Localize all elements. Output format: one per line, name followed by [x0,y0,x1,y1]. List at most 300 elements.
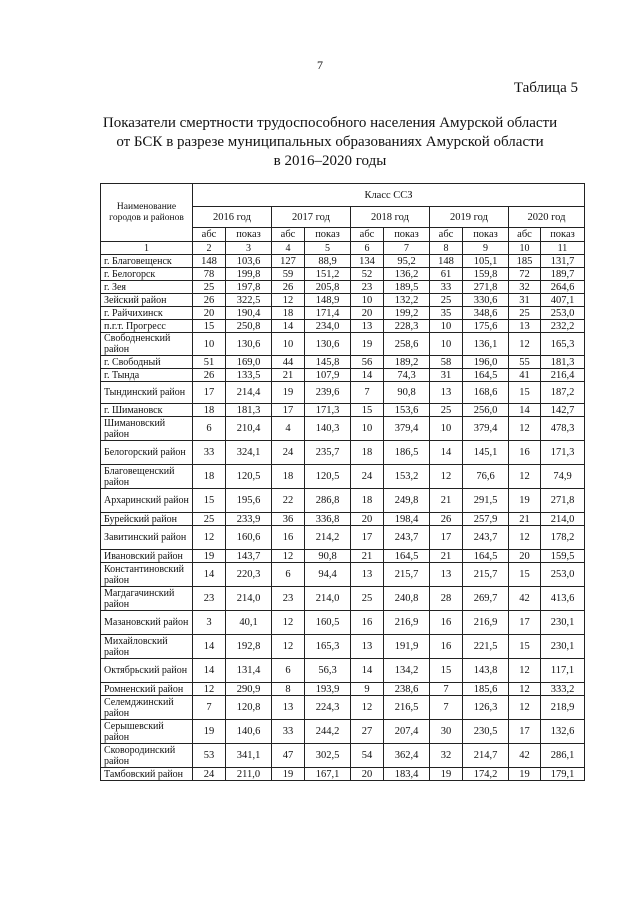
abs-cell: 10 [193,333,226,356]
abs-cell: 19 [272,382,305,404]
pokaz-cell: 198,4 [384,513,430,526]
row-name: Серышевский район [101,720,193,744]
abs-cell: 127 [272,255,305,268]
pokaz-cell: 302,5 [305,744,351,768]
abs-cell: 23 [272,587,305,611]
abs-cell: 12 [430,465,463,489]
pokaz-cell: 189,5 [384,281,430,294]
pokaz-cell: 214,7 [463,744,509,768]
abs-cell: 24 [351,465,384,489]
pokaz-cell: 90,8 [305,550,351,563]
row-name: Зейский район [101,294,193,307]
abs-cell: 32 [430,744,463,768]
name-column-header: Наименование городов и районов [101,184,193,242]
abs-cell: 185 [509,255,541,268]
pokaz-cell: 74,3 [384,369,430,382]
pokaz-cell: 271,8 [463,281,509,294]
abs-cell: 19 [509,489,541,513]
table-row [101,720,585,744]
abs-cell: 14 [351,659,384,683]
pokaz-cell: 191,9 [384,635,430,659]
abs-cell: 24 [193,768,226,781]
document-title [80,114,580,171]
abs-cell: 17 [351,526,384,550]
row-name: Октябрьский район [101,659,193,683]
pokaz-cell: 286,8 [305,489,351,513]
column-number: 6 [351,242,384,255]
pokaz-cell: 187,2 [541,382,585,404]
pokaz-cell: 199,8 [226,268,272,281]
abs-cell: 12 [272,611,305,635]
pokaz-cell: 348,6 [463,307,509,320]
abs-cell: 15 [509,382,541,404]
pokaz-cell: 330,6 [463,294,509,307]
pokaz-cell: 183,4 [384,768,430,781]
abs-cell: 25 [193,513,226,526]
abs-cell: 134 [351,255,384,268]
pokaz-cell: 133,5 [226,369,272,382]
pokaz-cell: 145,8 [305,356,351,369]
abs-cell: 13 [351,320,384,333]
pokaz-cell: 136,1 [463,333,509,356]
table-row [101,513,585,526]
pokaz-cell: 244,2 [305,720,351,744]
pokaz-header: показ [463,228,509,242]
abs-cell: 17 [509,611,541,635]
abs-cell: 58 [430,356,463,369]
abs-cell: 42 [509,587,541,611]
table-row [101,255,585,268]
pokaz-cell: 142,7 [541,404,585,417]
abs-cell: 21 [430,550,463,563]
row-name: г. Благовещенск [101,255,193,268]
pokaz-cell: 132,2 [384,294,430,307]
pokaz-cell: 333,2 [541,683,585,696]
row-name: Тындинский район [101,382,193,404]
pokaz-cell: 235,7 [305,441,351,465]
abs-cell: 31 [430,369,463,382]
abs-cell: 19 [351,333,384,356]
pokaz-header: показ [305,228,351,242]
abs-cell: 26 [272,281,305,294]
pokaz-cell: 324,1 [226,441,272,465]
pokaz-cell: 271,8 [541,489,585,513]
abs-cell: 25 [430,294,463,307]
table-row [101,489,585,513]
abs-cell: 16 [430,635,463,659]
column-number: 10 [509,242,541,255]
pokaz-cell: 131,7 [541,255,585,268]
group-header: Класс ССЗ [193,184,585,207]
table-row [101,683,585,696]
row-name: Свободненский район [101,333,193,356]
abs-cell: 31 [509,294,541,307]
pokaz-cell: 243,7 [384,526,430,550]
table-row [101,659,585,683]
abs-cell: 33 [272,720,305,744]
row-name: Селемджинский район [101,696,193,720]
abs-cell: 14 [509,404,541,417]
abs-cell: 17 [430,526,463,550]
table-row [101,333,585,356]
abs-cell: 12 [351,696,384,720]
abs-cell: 14 [193,659,226,683]
abs-cell: 59 [272,268,305,281]
abs-cell: 7 [351,382,384,404]
page-number: 7 [317,58,323,72]
abs-cell: 12 [272,635,305,659]
pokaz-cell: 478,3 [541,417,585,441]
pokaz-cell: 134,2 [384,659,430,683]
row-name: Магдагачинский район [101,587,193,611]
abs-cell: 33 [430,281,463,294]
abs-cell: 56 [351,356,384,369]
pokaz-cell: 171,3 [541,441,585,465]
row-name: Белогорский район [101,441,193,465]
abs-cell: 55 [509,356,541,369]
row-name: г. Райчихинск [101,307,193,320]
abs-cell: 26 [193,294,226,307]
pokaz-cell: 105,1 [463,255,509,268]
row-name: Бурейский район [101,513,193,526]
pokaz-cell: 290,9 [226,683,272,696]
pokaz-cell: 379,4 [384,417,430,441]
abs-cell: 25 [351,587,384,611]
abs-cell: 12 [193,683,226,696]
abs-cell: 16 [509,441,541,465]
pokaz-cell: 140,3 [305,417,351,441]
pokaz-cell: 216,9 [384,611,430,635]
pokaz-header: показ [226,228,272,242]
pokaz-cell: 228,3 [384,320,430,333]
row-name: Михайловский район [101,635,193,659]
pokaz-cell: 216,5 [384,696,430,720]
abs-cell: 17 [509,720,541,744]
pokaz-cell: 160,6 [226,526,272,550]
pokaz-cell: 120,5 [305,465,351,489]
abs-cell: 44 [272,356,305,369]
pokaz-cell: 107,9 [305,369,351,382]
table-row [101,268,585,281]
pokaz-cell: 120,8 [226,696,272,720]
pokaz-cell: 232,2 [541,320,585,333]
pokaz-cell: 74,9 [541,465,585,489]
row-name: Архаринский район [101,489,193,513]
title-line-3: в 2016–2020 годы [273,153,387,169]
abs-cell: 12 [509,659,541,683]
abs-cell: 13 [430,563,463,587]
pokaz-cell: 211,0 [226,768,272,781]
pokaz-cell: 239,6 [305,382,351,404]
abs-cell: 7 [430,683,463,696]
abs-cell: 21 [272,369,305,382]
pokaz-cell: 214,0 [226,587,272,611]
abs-cell: 18 [193,465,226,489]
abs-cell: 20 [193,307,226,320]
pokaz-cell: 199,2 [384,307,430,320]
column-number: 5 [305,242,351,255]
abs-cell: 14 [351,369,384,382]
pokaz-cell: 195,6 [226,489,272,513]
abs-cell: 21 [351,550,384,563]
pokaz-cell: 186,5 [384,441,430,465]
pokaz-cell: 230,1 [541,635,585,659]
pokaz-cell: 215,7 [463,563,509,587]
abs-cell: 33 [193,441,226,465]
pokaz-cell: 164,5 [463,369,509,382]
abs-cell: 10 [430,320,463,333]
pokaz-cell: 230,5 [463,720,509,744]
abs-header: абс [509,228,541,242]
row-name: Ивановский район [101,550,193,563]
abs-cell: 20 [351,513,384,526]
year-header: 2019 год [430,207,509,228]
abs-cell: 51 [193,356,226,369]
abs-cell: 7 [430,696,463,720]
year-header: 2017 год [272,207,351,228]
pokaz-cell: 140,6 [226,720,272,744]
abs-header: абс [430,228,463,242]
abs-cell: 17 [193,382,226,404]
pokaz-cell: 94,4 [305,563,351,587]
row-name: г. Зея [101,281,193,294]
table-row [101,563,585,587]
mortality-table [100,183,585,781]
abs-cell: 72 [509,268,541,281]
abs-cell: 12 [193,526,226,550]
abs-cell: 19 [193,550,226,563]
pokaz-cell: 413,6 [541,587,585,611]
abs-cell: 61 [430,268,463,281]
abs-cell: 10 [430,417,463,441]
abs-cell: 35 [430,307,463,320]
pokaz-cell: 243,7 [463,526,509,550]
pokaz-cell: 221,5 [463,635,509,659]
abs-cell: 148 [430,255,463,268]
pokaz-cell: 117,1 [541,659,585,683]
abs-header: абс [351,228,384,242]
pokaz-cell: 171,3 [305,404,351,417]
abs-cell: 3 [193,611,226,635]
pokaz-cell: 230,1 [541,611,585,635]
abs-cell: 10 [351,417,384,441]
pokaz-cell: 103,6 [226,255,272,268]
row-name: г. Тында [101,369,193,382]
abs-cell: 27 [351,720,384,744]
row-name: г. Белогорск [101,268,193,281]
row-name: Константиновский район [101,563,193,587]
pokaz-cell: 165,3 [541,333,585,356]
pokaz-cell: 159,8 [463,268,509,281]
row-name: Тамбовский район [101,768,193,781]
abs-cell: 12 [509,417,541,441]
pokaz-cell: 214,2 [305,526,351,550]
abs-cell: 14 [272,320,305,333]
pokaz-cell: 253,0 [541,307,585,320]
abs-cell: 12 [509,465,541,489]
abs-cell: 47 [272,744,305,768]
title-line-2: от БСК в разрезе муниципальных образованиях Амурской области [116,134,544,150]
abs-cell: 78 [193,268,226,281]
column-number: 7 [384,242,430,255]
pokaz-cell: 56,3 [305,659,351,683]
pokaz-cell: 291,5 [463,489,509,513]
pokaz-cell: 126,3 [463,696,509,720]
title-line-1: Показатели смертности трудоспособного населения Амурской области [102,115,558,131]
pokaz-cell: 130,6 [305,333,351,356]
pokaz-cell: 233,9 [226,513,272,526]
abs-cell: 28 [430,587,463,611]
pokaz-cell: 216,9 [463,611,509,635]
abs-cell: 26 [430,513,463,526]
abs-cell: 10 [430,333,463,356]
abs-cell: 54 [351,744,384,768]
pokaz-cell: 153,6 [384,404,430,417]
pokaz-cell: 249,8 [384,489,430,513]
abs-cell: 17 [272,404,305,417]
abs-cell: 42 [509,744,541,768]
abs-cell: 36 [272,513,305,526]
table-row [101,635,585,659]
abs-header: абс [272,228,305,242]
abs-cell: 9 [351,683,384,696]
pokaz-cell: 250,8 [226,320,272,333]
table-row [101,294,585,307]
abs-cell: 13 [430,382,463,404]
pokaz-cell: 322,5 [226,294,272,307]
table-row [101,307,585,320]
table-row [101,417,585,441]
pokaz-cell: 131,4 [226,659,272,683]
abs-cell: 14 [430,441,463,465]
pokaz-cell: 40,1 [226,611,272,635]
column-number: 2 [193,242,226,255]
pokaz-cell: 189,2 [384,356,430,369]
pokaz-cell: 205,8 [305,281,351,294]
table-row [101,404,585,417]
pokaz-cell: 258,6 [384,333,430,356]
pokaz-cell: 169,0 [226,356,272,369]
table-row [101,369,585,382]
abs-cell: 22 [272,489,305,513]
pokaz-cell: 185,6 [463,683,509,696]
column-number: 8 [430,242,463,255]
abs-cell: 20 [351,307,384,320]
pokaz-cell: 164,5 [384,550,430,563]
pokaz-cell: 269,7 [463,587,509,611]
pokaz-cell: 171,4 [305,307,351,320]
pokaz-cell: 379,4 [463,417,509,441]
abs-cell: 15 [193,320,226,333]
pokaz-cell: 192,8 [226,635,272,659]
abs-cell: 15 [193,489,226,513]
pokaz-cell: 207,4 [384,720,430,744]
table-row [101,550,585,563]
pokaz-cell: 160,5 [305,611,351,635]
abs-cell: 18 [272,307,305,320]
pokaz-cell: 145,1 [463,441,509,465]
abs-cell: 53 [193,744,226,768]
pokaz-cell: 178,2 [541,526,585,550]
table-label: Таблица 5 [513,80,578,96]
abs-cell: 13 [509,320,541,333]
pokaz-cell: 189,7 [541,268,585,281]
pokaz-cell: 148,9 [305,294,351,307]
pokaz-cell: 214,0 [541,513,585,526]
year-header: 2016 год [193,207,272,228]
abs-cell: 20 [509,550,541,563]
abs-cell: 14 [193,635,226,659]
abs-cell: 12 [272,294,305,307]
abs-cell: 19 [509,768,541,781]
table-row [101,611,585,635]
abs-cell: 30 [430,720,463,744]
abs-cell: 6 [272,563,305,587]
pokaz-cell: 264,6 [541,281,585,294]
pokaz-cell: 253,0 [541,563,585,587]
pokaz-cell: 240,8 [384,587,430,611]
abs-cell: 15 [430,659,463,683]
row-name: Ромненский район [101,683,193,696]
abs-cell: 19 [272,768,305,781]
pokaz-cell: 90,8 [384,382,430,404]
abs-cell: 12 [509,526,541,550]
pokaz-cell: 214,0 [305,587,351,611]
abs-cell: 18 [351,441,384,465]
pokaz-cell: 174,2 [463,768,509,781]
abs-cell: 6 [272,659,305,683]
pokaz-cell: 197,8 [226,281,272,294]
pokaz-cell: 256,0 [463,404,509,417]
abs-cell: 41 [509,369,541,382]
abs-cell: 18 [193,404,226,417]
pokaz-cell: 210,4 [226,417,272,441]
table-body [101,255,585,781]
abs-cell: 32 [509,281,541,294]
abs-cell: 19 [193,720,226,744]
column-number: 4 [272,242,305,255]
abs-cell: 16 [351,611,384,635]
abs-cell: 20 [351,768,384,781]
table-row [101,587,585,611]
pokaz-cell: 132,6 [541,720,585,744]
pokaz-cell: 190,4 [226,307,272,320]
pokaz-cell: 214,4 [226,382,272,404]
pokaz-cell: 165,3 [305,635,351,659]
abs-cell: 10 [272,333,305,356]
abs-cell: 13 [272,696,305,720]
abs-cell: 14 [193,563,226,587]
abs-cell: 15 [509,635,541,659]
abs-cell: 21 [430,489,463,513]
pokaz-cell: 215,7 [384,563,430,587]
column-number: 3 [226,242,272,255]
abs-cell: 15 [351,404,384,417]
table-row [101,441,585,465]
abs-cell: 23 [193,587,226,611]
table-row [101,465,585,489]
abs-cell: 12 [509,333,541,356]
abs-cell: 12 [509,696,541,720]
table-row [101,526,585,550]
abs-cell: 7 [193,696,226,720]
pokaz-cell: 181,3 [541,356,585,369]
row-name: Сковородинский район [101,744,193,768]
pokaz-cell: 159,5 [541,550,585,563]
abs-cell: 24 [272,441,305,465]
row-name: Мазановский район [101,611,193,635]
pokaz-cell: 224,3 [305,696,351,720]
